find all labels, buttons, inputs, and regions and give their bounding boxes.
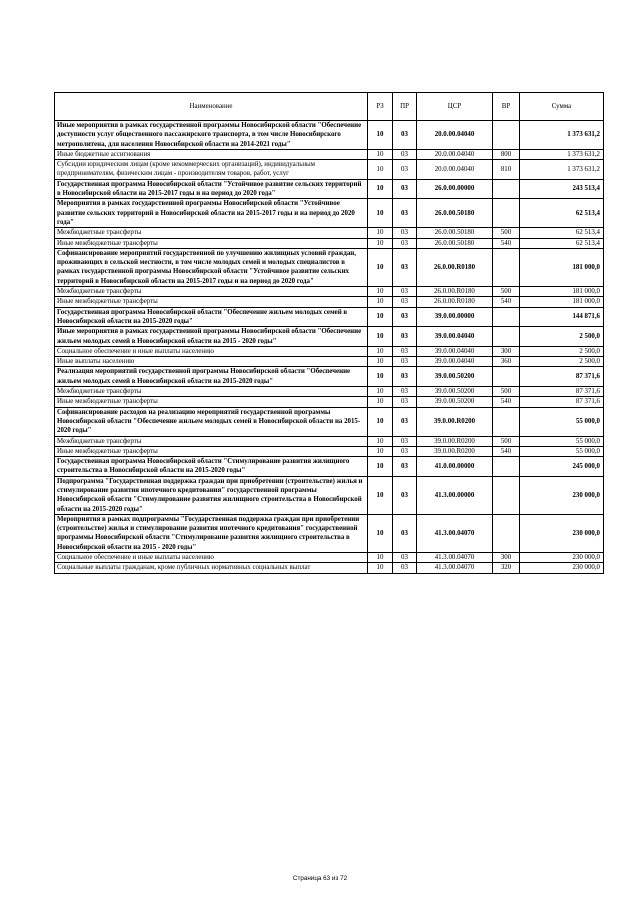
cell-sum: 55 000,0 (520, 446, 604, 456)
cell-name: Государственная программа Новосибирской области "Стимулирование развития жилищного строительства в Новосибирской области на 2015-2020 годы" (55, 457, 368, 477)
cell-csr: 39.0.00.04040 (417, 357, 493, 367)
cell-name: Иные мероприятия в рамках государственной программы Новосибирской области "Обеспечение доступности услуг общественного пассажирского транспорта, в том числе Новосибирского метрополитена, для населения Новосибирской области на 2014-2021 годы" (55, 121, 368, 150)
cell-vr: 800 (493, 149, 520, 159)
cell-name: Государственная программа Новосибирской области "Устойчивое развитие сельских территорий в Новосибирской области на 2015-2017 годы и на период до 2020 года" (55, 179, 368, 199)
cell-pr: 03 (393, 436, 417, 446)
cell-rz: 10 (368, 307, 393, 327)
cell-pr: 03 (393, 248, 417, 286)
cell-name: Социальное обеспечение и иные выплаты населению (55, 553, 368, 563)
cell-csr: 26.0.00.R0180 (417, 287, 493, 297)
cell-name: Мероприятия в рамках государственной программы Новосибирской области "Устойчивое развитие сельских территорий в Новосибирской области на 2015-2017 годы и на период до 2020 года" (55, 199, 368, 228)
cell-pr: 03 (393, 238, 417, 248)
cell-sum: 1 373 631,2 (520, 121, 604, 150)
cell-pr: 03 (393, 446, 417, 456)
cell-vr (493, 121, 520, 150)
table-row (55, 228, 604, 238)
cell-rz: 10 (368, 446, 393, 456)
cell-rz: 10 (368, 297, 393, 307)
cell-name: Социальные выплаты гражданам, кроме публичных нормативных социальных выплат (55, 563, 368, 573)
cell-sum: 62 513,4 (520, 228, 604, 238)
table-row (55, 179, 604, 199)
cell-sum: 87 371,6 (520, 397, 604, 407)
cell-pr: 03 (393, 397, 417, 407)
table-row (55, 436, 604, 446)
cell-csr: 41.3.00.04070 (417, 553, 493, 563)
cell-csr: 39.0.00.50200 (417, 367, 493, 387)
cell-rz: 10 (368, 553, 393, 563)
table-row (55, 514, 604, 552)
cell-vr (493, 179, 520, 199)
page-number: Страница 63 из 72 (292, 875, 348, 882)
cell-csr: 41.0.00.00000 (417, 457, 493, 477)
cell-rz: 10 (368, 238, 393, 248)
cell-sum: 55 000,0 (520, 436, 604, 446)
cell-pr: 03 (393, 457, 417, 477)
cell-rz: 10 (368, 248, 393, 286)
table-row (55, 563, 604, 573)
header-csr: ЦСР (417, 93, 493, 121)
table-row (55, 397, 604, 407)
cell-csr: 26.0.00.50180 (417, 228, 493, 238)
table-header-row (55, 93, 604, 121)
cell-pr: 03 (393, 199, 417, 228)
cell-sum: 1 373 631,2 (520, 149, 604, 159)
cell-vr (493, 367, 520, 387)
cell-name: Межбюджетные трансферты (55, 387, 368, 397)
cell-sum: 230 000,0 (520, 553, 604, 563)
cell-name: Иные межбюджетные трансферты (55, 238, 368, 248)
header-sum: Сумма (520, 93, 604, 121)
table-row (55, 199, 604, 228)
cell-sum: 181 000,0 (520, 297, 604, 307)
header-vr: ВР (493, 93, 520, 121)
cell-pr: 03 (393, 357, 417, 367)
cell-csr: 26.0.00.R0180 (417, 297, 493, 307)
cell-rz: 10 (368, 287, 393, 297)
cell-name: Социальное обеспечение и иные выплаты населению (55, 346, 368, 356)
cell-sum: 2 500,0 (520, 327, 604, 347)
table-row (55, 553, 604, 563)
cell-vr: 540 (493, 297, 520, 307)
cell-csr: 39.0.00.R0200 (417, 436, 493, 446)
cell-pr: 03 (393, 228, 417, 238)
table-row (55, 248, 604, 286)
table-body (55, 121, 604, 574)
cell-rz: 10 (368, 367, 393, 387)
cell-pr: 03 (393, 327, 417, 347)
cell-rz: 10 (368, 457, 393, 477)
cell-name: Иные бюджетные ассигнования (55, 149, 368, 159)
table-row (55, 387, 604, 397)
cell-vr: 500 (493, 387, 520, 397)
cell-name: Софинансирование мероприятий государственной по улучшению жилищных условий граждан, проживающих в сельской местности, в том числе молодых семей и молодых специалистов в рамках государственной программы Новосибирской области "Устойчивое развитие сельских территорий в Новосибирской области на 2015-2017 годы и на период до 2020 года" (55, 248, 368, 286)
cell-name: Межбюджетные трансферты (55, 287, 368, 297)
cell-pr: 03 (393, 287, 417, 297)
cell-vr: 540 (493, 446, 520, 456)
cell-rz: 10 (368, 121, 393, 150)
cell-rz: 10 (368, 160, 393, 180)
cell-vr (493, 327, 520, 347)
cell-sum: 87 371,6 (520, 387, 604, 397)
table-row (55, 367, 604, 387)
table-row (55, 457, 604, 477)
cell-rz: 10 (368, 327, 393, 347)
cell-name: Реализация мероприятий государственной программы Новосибирской области "Обеспечение жильем молодых семей в Новосибирской области на 2015-2020 годы" (55, 367, 368, 387)
cell-csr: 26.0.00.00000 (417, 179, 493, 199)
cell-rz: 10 (368, 397, 393, 407)
cell-sum: 87 371,6 (520, 367, 604, 387)
cell-sum: 1 373 631,2 (520, 160, 604, 180)
cell-name: Иные выплаты населению (55, 357, 368, 367)
cell-name: Подпрограмма "Государственная поддержка граждан при приобретении (строительстве) жилья и стимулирование развития ипотечного кредитования" государственной программы Новосибирской области "Стимулирование развития жилищного строительства в Новосибирской области на 2015-2020 годы" (55, 476, 368, 514)
cell-sum: 62 513,4 (520, 238, 604, 248)
cell-vr: 500 (493, 228, 520, 238)
cell-vr: 500 (493, 287, 520, 297)
cell-pr: 03 (393, 179, 417, 199)
cell-name: Иные межбюджетные трансферты (55, 446, 368, 456)
cell-rz: 10 (368, 387, 393, 397)
cell-pr: 03 (393, 121, 417, 150)
cell-csr: 41.3.00.04070 (417, 563, 493, 573)
cell-vr (493, 476, 520, 514)
cell-name: Софинансирование расходов на реализацию мероприятий государственной программы Новосибирской области "Обеспечение жильем молодых семей в Новосибирской области на 2015-2020 годы" (55, 407, 368, 436)
cell-vr (493, 307, 520, 327)
cell-name: Субсидии юридическим лицам (кроме некоммерческих организаций), индивидуальным предпринимателям, физическим лицам - производителям товаров, работ, услуг (55, 160, 368, 180)
cell-csr: 39.0.00.50200 (417, 397, 493, 407)
cell-csr: 39.0.00.04040 (417, 327, 493, 347)
cell-rz: 10 (368, 149, 393, 159)
cell-rz: 10 (368, 228, 393, 238)
cell-csr: 39.0.00.50200 (417, 387, 493, 397)
cell-vr: 540 (493, 397, 520, 407)
cell-pr: 03 (393, 367, 417, 387)
cell-rz: 10 (368, 357, 393, 367)
cell-vr (493, 457, 520, 477)
table-row (55, 287, 604, 297)
table-row (55, 476, 604, 514)
cell-pr: 03 (393, 387, 417, 397)
cell-csr: 39.0.00.04040 (417, 346, 493, 356)
cell-pr: 03 (393, 149, 417, 159)
header-rz: РЗ (368, 93, 393, 121)
table-row (55, 238, 604, 248)
cell-csr: 41.3.00.00000 (417, 476, 493, 514)
cell-vr: 300 (493, 346, 520, 356)
cell-csr: 39.0.00.00000 (417, 307, 493, 327)
cell-csr: 41.3.00.04070 (417, 514, 493, 552)
cell-rz: 10 (368, 436, 393, 446)
cell-sum: 2 500,0 (520, 346, 604, 356)
cell-vr (493, 514, 520, 552)
header-pr: ПР (393, 93, 417, 121)
cell-csr: 20.0.00.04040 (417, 160, 493, 180)
cell-rz: 10 (368, 476, 393, 514)
cell-name: Государственная программа Новосибирской области "Обеспечение жильем молодых семей в Новосибирской области на 2015-2020 годы" (55, 307, 368, 327)
cell-sum: 230 000,0 (520, 563, 604, 573)
table-row (55, 327, 604, 347)
cell-sum: 230 000,0 (520, 514, 604, 552)
cell-sum: 181 000,0 (520, 248, 604, 286)
cell-rz: 10 (368, 179, 393, 199)
cell-sum: 243 513,4 (520, 179, 604, 199)
cell-rz: 10 (368, 514, 393, 552)
table-row (55, 446, 604, 456)
cell-sum: 2 500,0 (520, 357, 604, 367)
cell-csr: 20.0.00.04040 (417, 149, 493, 159)
cell-sum: 181 000,0 (520, 287, 604, 297)
table-row (55, 357, 604, 367)
table-row (55, 297, 604, 307)
cell-vr: 300 (493, 553, 520, 563)
cell-sum: 230 000,0 (520, 476, 604, 514)
table-row (55, 160, 604, 180)
cell-name: Иные мероприятия в рамках государственной программы Новосибирской области "Обеспечение жильем молодых семей в Новосибирской области на 2015 - 2020 годы" (55, 327, 368, 347)
header-name: Наименование (55, 93, 368, 121)
cell-vr: 360 (493, 357, 520, 367)
cell-vr (493, 407, 520, 436)
cell-csr: 26.0.00.50180 (417, 238, 493, 248)
cell-csr: 26.0.00.R0180 (417, 248, 493, 286)
cell-vr: 320 (493, 563, 520, 573)
cell-pr: 03 (393, 476, 417, 514)
cell-vr: 500 (493, 436, 520, 446)
cell-rz: 10 (368, 563, 393, 573)
cell-csr: 39.0.00.R0200 (417, 407, 493, 436)
cell-sum: 245 000,0 (520, 457, 604, 477)
cell-sum: 144 871,6 (520, 307, 604, 327)
cell-pr: 03 (393, 514, 417, 552)
cell-vr: 540 (493, 238, 520, 248)
cell-rz: 10 (368, 199, 393, 228)
cell-pr: 03 (393, 553, 417, 563)
cell-name: Иные межбюджетные трансферты (55, 397, 368, 407)
table-row (55, 121, 604, 150)
cell-sum: 55 000,0 (520, 407, 604, 436)
budget-table-container (54, 92, 603, 574)
cell-csr: 26.0.00.50180 (417, 199, 493, 228)
cell-csr: 39.0.00.R0200 (417, 446, 493, 456)
cell-pr: 03 (393, 297, 417, 307)
table-row (55, 346, 604, 356)
cell-pr: 03 (393, 563, 417, 573)
cell-pr: 03 (393, 307, 417, 327)
cell-vr (493, 199, 520, 228)
table-row (55, 407, 604, 436)
cell-name: Межбюджетные трансферты (55, 436, 368, 446)
budget-table (54, 92, 604, 574)
cell-vr: 810 (493, 160, 520, 180)
cell-csr: 20.0.00.04040 (417, 121, 493, 150)
cell-name: Мероприятия в рамках подпрограммы "Государственная поддержка граждан при приобретении (строительстве) жилья и стимулирование развития ипотечного кредитования" государственной программы Новосибирской области "Стимулирование развития жилищного строительства в Новосибирской области на 2015 - 2020 годы" (55, 514, 368, 552)
cell-pr: 03 (393, 407, 417, 436)
cell-name: Межбюджетные трансферты (55, 228, 368, 238)
cell-rz: 10 (368, 346, 393, 356)
table-row (55, 307, 604, 327)
cell-rz: 10 (368, 407, 393, 436)
cell-sum: 62 513,4 (520, 199, 604, 228)
cell-pr: 03 (393, 160, 417, 180)
table-row (55, 149, 604, 159)
cell-name: Иные межбюджетные трансферты (55, 297, 368, 307)
cell-vr (493, 248, 520, 286)
cell-pr: 03 (393, 346, 417, 356)
